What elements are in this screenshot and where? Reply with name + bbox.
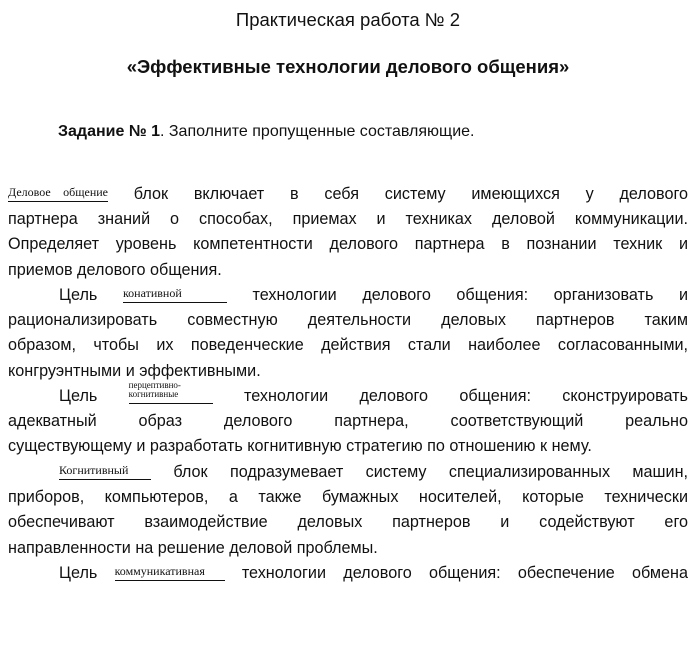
text-line: обеспечивают взаимодействие деловых партнеров и содействуют его bbox=[8, 513, 688, 532]
text-segment: технологии делового общения: организовать и bbox=[252, 286, 689, 304]
fill-blank bbox=[59, 463, 151, 480]
text-line: адекватный образ делового партнера, соответствующий реально bbox=[8, 412, 688, 431]
text-line: направленности на решение деловой проблемы. bbox=[8, 538, 378, 557]
text-line: приборов, компьютеров, а также бумажных носителей, которые технически bbox=[8, 488, 688, 507]
paragraph-conative-goal bbox=[8, 283, 688, 384]
task-text: . Заполните пропущенные составляющие. bbox=[160, 123, 475, 140]
text-segment: блок подразумевает систему специализированных машин, bbox=[173, 463, 689, 481]
blank-answer: Когнитивный bbox=[59, 463, 129, 477]
paragraph-perceptual-goal bbox=[8, 380, 688, 460]
text-line: Определяет уровень компетентности делового партнера в познании техник и bbox=[8, 235, 688, 254]
paragraph-communicative-goal bbox=[8, 561, 688, 586]
blank-answer-line-2: когнитивные bbox=[128, 389, 179, 399]
fill-blank bbox=[114, 564, 225, 581]
blank-answer: коммуникативная bbox=[114, 564, 205, 578]
document-title: Практическая работа № 2 bbox=[235, 9, 461, 30]
text-line: конгруэнтными и эффективными. bbox=[8, 361, 261, 380]
text-line bbox=[8, 380, 688, 409]
fill-blank bbox=[8, 185, 108, 202]
text-line: образом, чтобы их поведенческие действия стали наиболее согласованными, bbox=[8, 336, 688, 355]
paragraph-knowledge-block bbox=[8, 182, 688, 283]
text-line bbox=[8, 460, 688, 485]
paragraph-technical-block bbox=[8, 460, 688, 561]
fill-blank bbox=[122, 286, 227, 303]
blank-answer: Деловое общение bbox=[8, 185, 108, 199]
text-line: существующему и разработать когнитивную стратегию по отношению к нему. bbox=[8, 437, 592, 456]
text-segment: Цель bbox=[59, 564, 98, 582]
text-line: партнера знаний о способах, приемах и техниках деловой коммуникации. bbox=[8, 210, 688, 229]
text-line bbox=[8, 283, 688, 308]
text-line: приемов делового общения. bbox=[8, 260, 222, 279]
blank-answer-line-1: перцептивно- bbox=[128, 380, 181, 390]
document-subtitle: «Эффективные технологии делового общения» bbox=[126, 56, 570, 77]
text-segment: Цель bbox=[59, 387, 98, 405]
text-line bbox=[8, 561, 688, 586]
text-segment: Цель bbox=[59, 286, 98, 304]
task-label: Задание № 1 bbox=[58, 123, 160, 140]
task-heading bbox=[58, 123, 475, 141]
text-line bbox=[8, 182, 688, 207]
fill-blank bbox=[128, 380, 213, 404]
text-segment: технологии делового общения: обеспечение обмена bbox=[241, 564, 688, 582]
blank-answer: конативной bbox=[122, 286, 182, 300]
text-segment: технологии делового общения: сконструировать bbox=[243, 387, 688, 405]
text-segment: блок включает в себя систему имеющихся у делового bbox=[133, 185, 688, 203]
text-line: рационализировать совместную деятельности деловых партнеров таким bbox=[8, 311, 688, 330]
